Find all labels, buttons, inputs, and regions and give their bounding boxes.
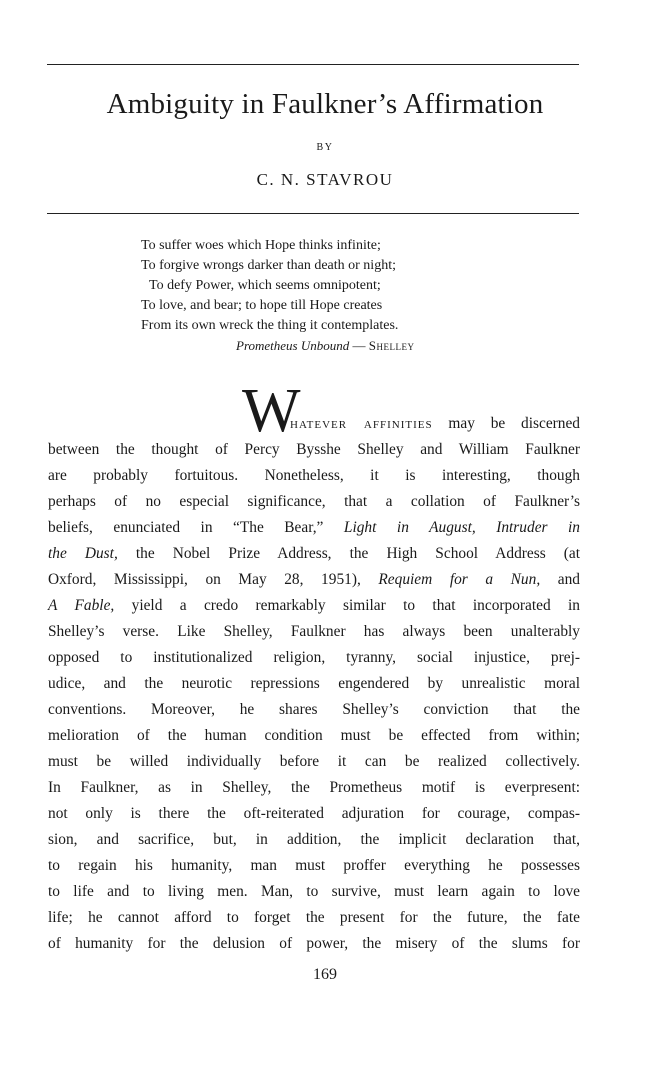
italic-title: A Fable, (48, 597, 115, 614)
body-text: the Nobel Prize Address, the High School Address (at (117, 545, 581, 562)
body-line: between the thought of Percy Bysshe Shelley and William Faulkner (48, 441, 580, 458)
body-line: must be willed individually before it can be realized collectively. (48, 753, 580, 770)
drop-cap: W (242, 377, 301, 445)
body-line: are probably fortuitous. Nonetheless, it is interesting, though (48, 467, 580, 484)
italic-title: the Dust, (48, 545, 118, 562)
epigraph-line: To suffer woes which Hope thinks infinite; (141, 238, 381, 253)
body-line: of humanity for the delusion of power, the misery of the slums for (48, 935, 580, 952)
body-line: life; he cannot afford to forget the present for the future, the fate (48, 909, 580, 926)
article-title: Ambiguity in Faulkner’s Affirmation (106, 88, 544, 120)
epigraph-source-work: Prometheus Unbound (236, 338, 350, 353)
body-text: Oxford, Mississippi, on May 28, 1951), (48, 571, 379, 588)
body-line (48, 546, 580, 561)
body-line (48, 520, 580, 535)
epigraph-source-sep: — (349, 338, 369, 353)
page-number: 169 (313, 966, 337, 983)
epigraph-source-author: Shelley (368, 338, 415, 353)
italic-title: Requiem for a Nun, (378, 571, 541, 588)
byline-label: BY (316, 142, 334, 153)
top-rule (47, 64, 579, 65)
body-line: Shelley’s verse. Like Shelley, Faulkner has always been unalterably (48, 623, 580, 640)
body-line: udice, and the neurotic repressions engendered by unrealistic moral (48, 675, 580, 692)
body-text: may be discerned (432, 415, 581, 432)
body-line: to regain his humanity, man must proffer everything he possesses (48, 857, 580, 874)
epigraph-line: From its own wreck the thing it contemplates. (141, 318, 399, 333)
body-line: In Faulkner, as in Shelley, the Prometheus motif is everpresent: (48, 779, 580, 796)
italic-title: Light in August, Intruder in (343, 519, 580, 536)
epigraph-line: To love, and bear; to hope till Hope creates (141, 298, 383, 313)
small-caps-lead: hatever affinities (290, 415, 433, 432)
body-line (290, 416, 580, 431)
body-line: sion, and sacrifice, but, in addition, the implicit declaration that, (48, 831, 580, 848)
body-line: to life and to living men. Man, to survive, must learn again to love (48, 883, 580, 900)
body-text: and (540, 571, 580, 588)
body-line: conventions. Moreover, he shares Shelley’s conviction that the (48, 701, 580, 718)
body-line (48, 572, 580, 587)
body-text: beliefs, enunciated in “The Bear,” (48, 519, 344, 536)
body-line: not only is there the oft-reiterated adjuration for courage, compas- (48, 805, 580, 822)
body-line (48, 598, 580, 613)
author-name: C. N. STAVROU (256, 170, 394, 189)
body-text: yield a credo remarkably similar to that incorporated in (114, 597, 581, 614)
epigraph-line: To forgive wrongs darker than death or night; (141, 258, 396, 273)
header-rule (47, 213, 579, 214)
body-line: opposed to institutionalized religion, tyranny, social injustice, prej- (48, 649, 580, 666)
body-line: perhaps of no especial significance, that a collation of Faulkner’s (48, 493, 580, 510)
epigraph-line: To defy Power, which seems omnipotent; (149, 278, 381, 293)
body-line: melioration of the human condition must be effected from within; (48, 727, 580, 744)
epigraph-source (236, 338, 415, 354)
